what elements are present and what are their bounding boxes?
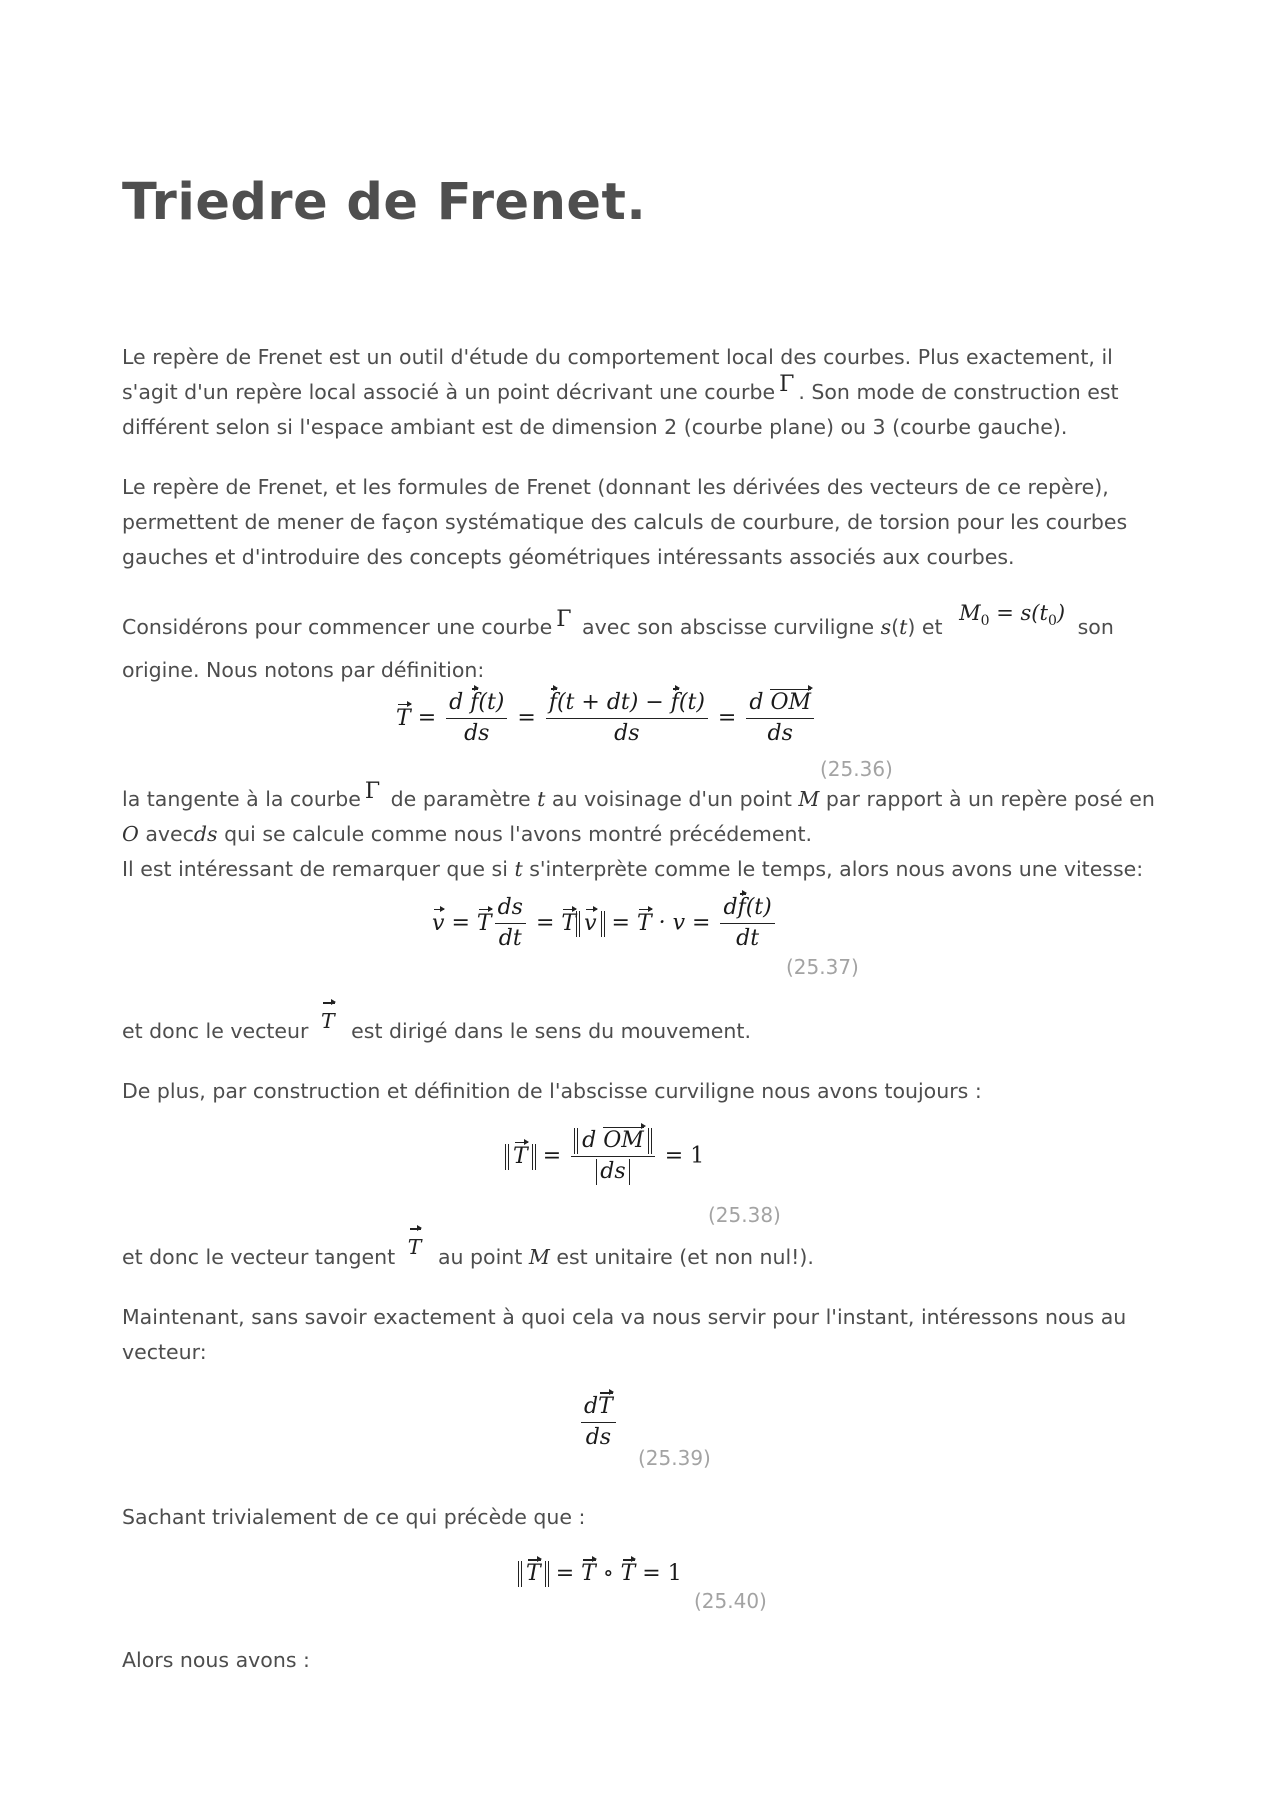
paragraph-abscissa: De plus, par construction et définition de l'abscisse curviligne nous avons toujours : [122, 1079, 982, 1103]
text: qui se calcule comme nous l'avons montré précédement. [224, 822, 813, 846]
paragraph-derivative: Maintenant, sans savoir exactement à quoi cela va nous servir pour l'instant, intéressons nous au vecteur: [122, 1305, 1127, 1364]
math-inline: O [122, 822, 139, 846]
text: et [921, 615, 943, 639]
text: son origine. Nous notons par définition: [122, 615, 1114, 683]
equation-dot-product: T = T ∘ T = 1 [518, 1561, 682, 1587]
math-inline: ds [193, 822, 218, 846]
paragraph-then: Alors nous avons : [122, 1648, 310, 1672]
gamma-symbol: Γ [556, 607, 572, 632]
equation-velocity: v = T $\frac{ds}{dt}$ = T v = T · v = $\frac{df(t)}{dt}$ [432, 895, 778, 952]
text: et donc le vecteur [122, 1019, 309, 1043]
equation-number: (25.38) [708, 1203, 781, 1227]
paragraph-trivially: Sachant trivialement de ce qui précède que : [122, 1505, 586, 1529]
equation-number: (25.40) [694, 1589, 767, 1613]
page-title: Triedre de Frenet. [122, 173, 647, 232]
math-inline: t [537, 787, 546, 811]
text: par rapport à un repère posé en [825, 787, 1155, 811]
math-inline: M [798, 787, 820, 811]
paragraph-consider: Considérons pour commencer une courbe Γ avec son abscisse curviligne s(t) et $M_0 = s(t_0)$ son origine. Nous notons par définition: [122, 601, 1114, 683]
text: la tangente à la courbe [122, 787, 361, 811]
math-inline: t [899, 615, 908, 639]
gamma-symbol: Γ [779, 372, 795, 397]
text: est unitaire (et non nul!). [556, 1245, 814, 1269]
equation-number: (25.36) [820, 757, 893, 781]
math-inline: t [514, 857, 523, 881]
text: Le repère de Frenet est un outil d'étude du comportement local des courbes. Plus exactement, il s'agit d'un repère local associé à un point décrivant une courbe [122, 345, 1113, 404]
text: s'interprète comme le temps, alors nous avons une vitesse: [529, 857, 1144, 881]
text: et donc le vecteur tangent [122, 1245, 396, 1269]
paragraph-unit [122, 1235, 1162, 1275]
equation-tangent: T = $\frac{\text{d f(t)}}{ds}$ = $\frac{f(t + dt) - f(t)}{ds}$ = $\frac{\text{d OM}}{ds}$ [396, 690, 817, 747]
text: au voisinage d'un point [551, 787, 792, 811]
gamma-symbol: Γ [364, 779, 381, 804]
equation-number: (25.39) [638, 1446, 711, 1470]
equation-number: (25.37) [786, 955, 859, 979]
paragraph-intro [122, 340, 1162, 445]
text: avec son abscisse curviligne [582, 615, 875, 639]
equation-dt-ds: $\frac{dT}{ds}$ [578, 1394, 619, 1451]
text: . Son mode de construction est différent selon si l'espace ambiant est de dimension 2 (courbe plane) ou 3 (courbe gauche). [122, 380, 1119, 439]
paragraph-direction [122, 1009, 1162, 1049]
equation-unit-norm: T = $\frac{\text{d OM}}{ds}$ = 1 [505, 1128, 704, 1185]
math-m0-origin: $M_0 = s(t_0)$ [959, 601, 1066, 630]
math-vector-t: T [321, 1009, 335, 1033]
math-inline: M [528, 1245, 550, 1269]
text: Il est intéressant de remarquer que si [122, 857, 508, 881]
text: avec [145, 822, 194, 846]
text: Considérons pour commencer une courbe [122, 615, 553, 639]
paragraph-frenet: Le repère de Frenet, et les formules de Frenet (donnant les dérivées des vecteurs de ce repère), permettent de mener de façon systématique des calculs de courbure, de torsion pour les courbes gauches et d'introduire des concepts géométriques intéressants associés aux courbes. [122, 475, 1128, 569]
text: au point [437, 1245, 523, 1269]
math-inline: s [880, 615, 892, 639]
text: est dirigé dans le sens du mouvement. [351, 1019, 751, 1043]
text: de paramètre [390, 787, 531, 811]
paragraph-tangent [122, 779, 1162, 887]
math-vector-t: T [408, 1235, 422, 1259]
